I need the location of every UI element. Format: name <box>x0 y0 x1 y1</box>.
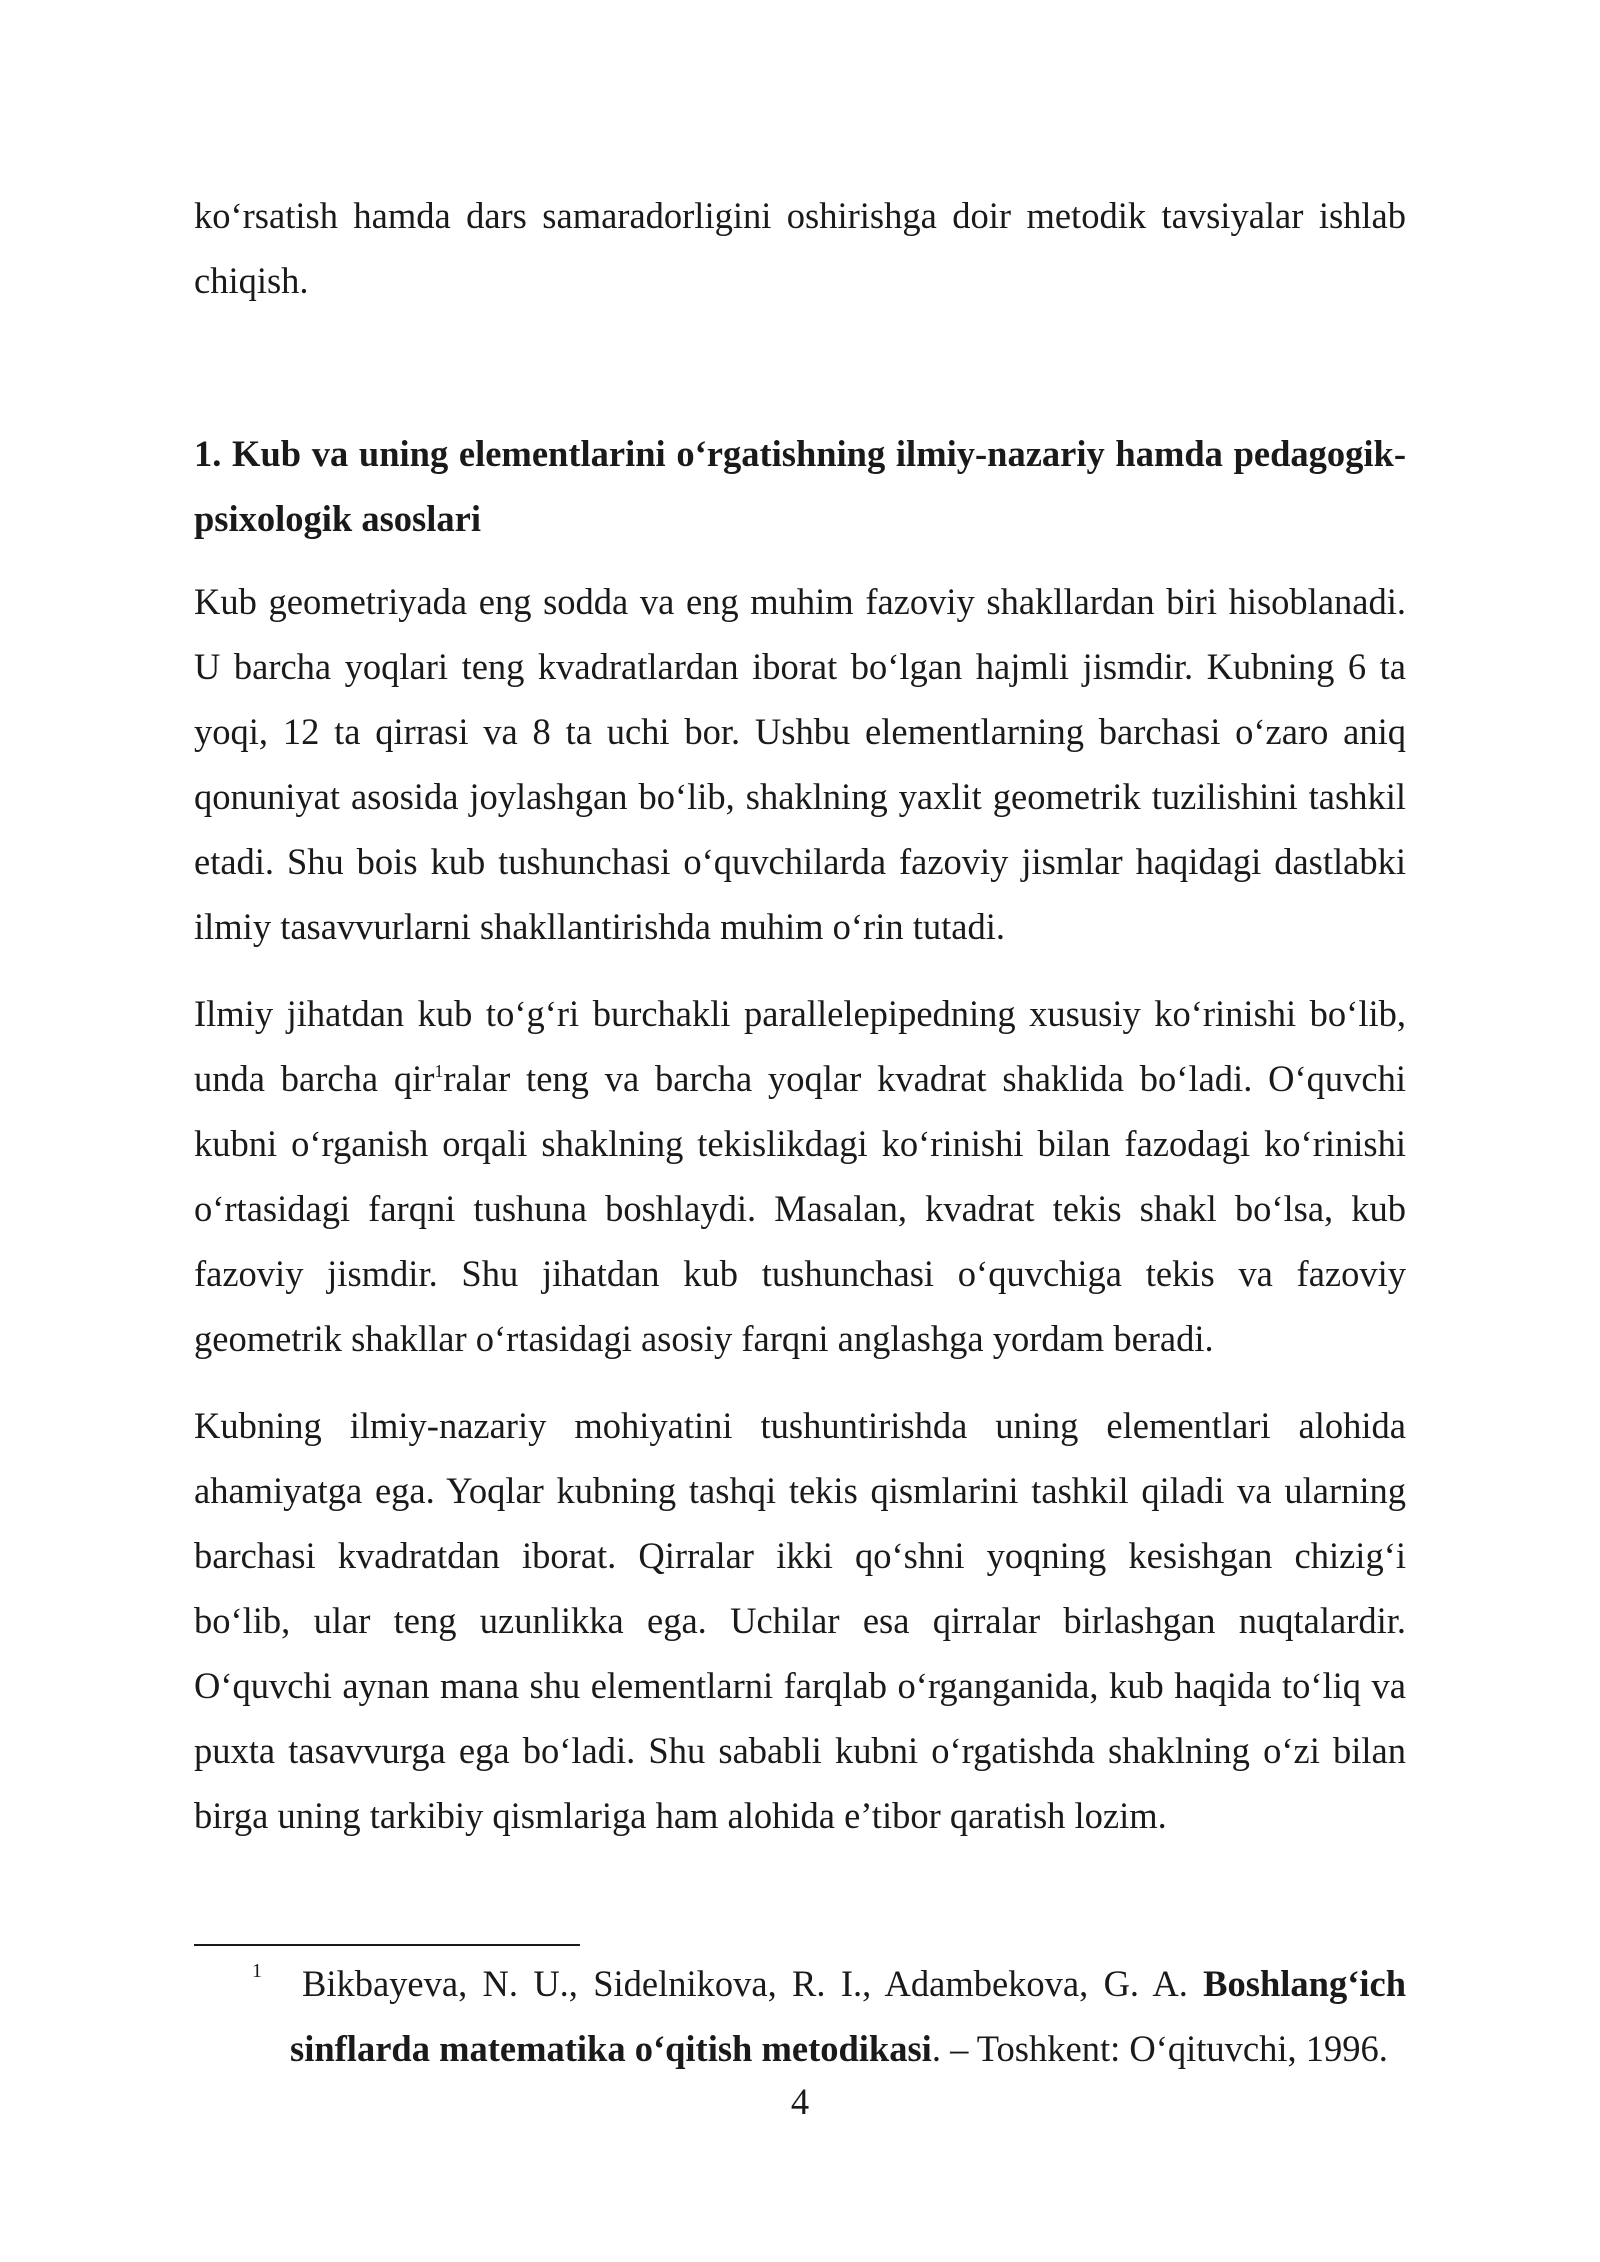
paragraph-cube-definition: Kub geometriyada eng sodda va eng muhim fazoviy shakllardan biri hisoblanadi. U barcha yoqlari teng kvadratlardan iborat bo‘lgan hajmli jismdir. Kubning 6 ta yoqi, 12 ta qirrasi va 8 ta uchi bor. Ushbu elementlarning barchasi o‘zaro aniq qonuniyat asosida joylashgan bo‘lib, shaklning yaxlit geometrik tuzilishini tashkil etadi. Shu bois kub tushunchasi o‘quvchilarda fazoviy jismlar haqidagi dastlabki ilmiy tasavvurlarni shakllantirishda muhim o‘rin tutadi. <box>194 581 1406 947</box>
footnote <box>252 1951 1406 2081</box>
footnote-book-title: Boshlang‘ich sinflarda matematika o‘qitish metodikasi <box>290 1963 1406 2069</box>
footnote-separator <box>194 1944 580 1946</box>
section-heading: 1. Kub va uning elementlarini o‘rgatishning ilmiy-nazariy hamda pedagogik-psixologik asoslari <box>194 433 1406 539</box>
paragraph-cube-elements: Kubning ilmiy-nazariy mohiyatini tushuntirishda uning elementlari alohida ahamiyatga ega. Yoqlar kubning tashqi tekis qismlarini tashkil qiladi va ularning barchasi kvadratdan iborat. Qirralar ikki qo‘shni yoqning kesishgan chizig‘i bo‘lib, ular teng uzunlikka ega. Uchilar esa qirralar birlashgan nuqtalardir. O‘quvchi aynan mana shu elementlarni farqlab o‘rganganida, kub haqida to‘liq va puxta tasavvurga ega bo‘ladi. Shu sababli kubni o‘rgatishda shaklning o‘zi bilan birga uning tarkibiy qismlariga ham alohida e’tibor qaratish lozim. <box>194 1405 1406 1836</box>
paragraph-scientific-aspect <box>194 981 1406 1371</box>
footnote-reference[interactable]: 1 <box>434 1061 444 1081</box>
paragraph-intro-continuation: ko‘rsatish hamda dars samaradorligini oshirishga doir metodik tavsiyalar ishlab chiqish. <box>194 195 1406 301</box>
page-number: 4 <box>790 2081 810 2122</box>
footnote-authors: Bikbayeva, N. U., Sidelnikova, R. I., Adambekova, G. A. <box>302 1963 1204 2004</box>
paragraph-text: ralar teng va barcha yoqlar kvadrat shaklida bo‘ladi. O‘quvchi kubni o‘rganish orqali shaklning tekislikdagi ko‘rinishi bilan fazodagi ko‘rinishi o‘rtasidagi farqni tushuna boshlaydi. Masalan, kvadrat tekis shakl bo‘lsa, kub fazoviy jismdir. Shu jihatdan kub tushunchasi o‘quvchiga tekis va fazoviy geometrik shakllar o‘rtasidagi asosiy farqni anglashga yordam beradi. <box>194 1058 1406 1359</box>
footnote-number: 1 <box>252 1960 262 1982</box>
paragraph-text: Ilmiy jihatdan kub to‘g‘ri burchakli parallelepipedning xususiy ko‘rinishi bo‘lib, unda barcha qir <box>194 993 1406 1099</box>
footnote-publisher: . – Toshkent: O‘qituvchi, 1996. <box>931 2028 1388 2069</box>
